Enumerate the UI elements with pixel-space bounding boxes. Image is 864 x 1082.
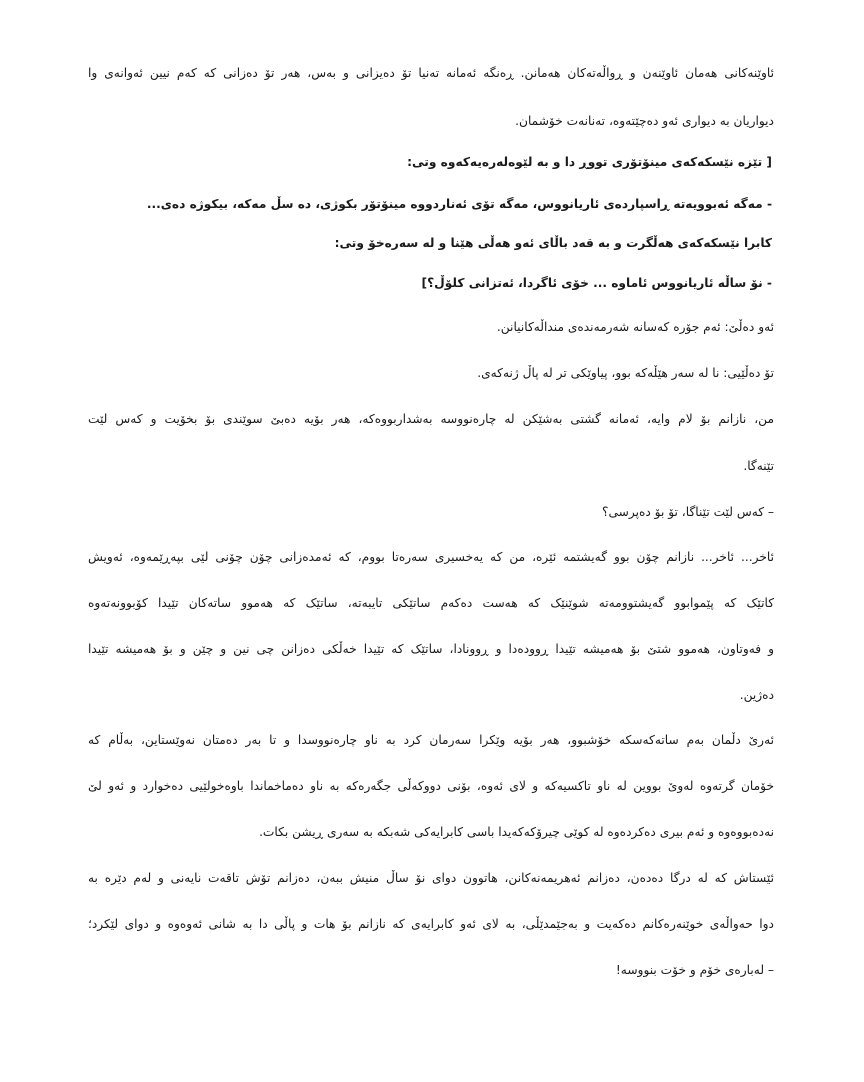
text-line: نەدەبووەوە و ئەم بیری دەکردەوە لە کوێی چیرۆکەکەیدا باسی کابرایەکی شەبکە بە سەری ڕیشن بکات. bbox=[259, 825, 774, 840]
text-line: کاتێک کە پێموابوو گەیشتوومەتە شوێنێک کە هەست دەکەم ساتێکی تایبەتە، ساتێک کە هەموو ساتەکان تێیدا کۆبوونەتەوە bbox=[88, 596, 774, 611]
text-line: تۆ دەڵێیی: نا لە سەر هێڵەکە بوو، پیاوێکی تر لە پاڵ ژنەکەی. bbox=[477, 366, 774, 381]
text-line: دوا حەواڵەی خوێنەرەکانم دەکەیت و بەجێمدێڵی، بە لای ئەو کابرایەی کە نازانم بۆ هات و پاڵی دا بە شانی ئەوەوە و دوای لێکرد؛ bbox=[88, 917, 774, 932]
text-line: [ تێزە نێسکەکەی مینۆتۆری تووڕ دا و بە لێوەلەرەیەکەوە وتی: bbox=[407, 155, 772, 170]
text-line: – کەس لێت تێناگا، تۆ بۆ دەپرسی؟ bbox=[602, 505, 774, 520]
text-line: خۆمان گرتەوە لەوێ بووین لە ناو تاکسیەکە و لای ئەوە، بۆنی دووکەڵی جگەرەکە بە ناو دەماخماندا باوەخولێیی دەخوارد و ئەو لێ bbox=[88, 779, 774, 794]
text-line: ئەرێ دڵمان بەم ساتەکەسکە خۆشبوو، هەر بۆیە وێکرا سەرمان کرد بە ناو چارەنووسدا و تا بەر دەمتان نەوێستاین، بەڵام کە bbox=[88, 733, 774, 748]
text-line: دیواریان بە دیواری ئەو دەچێتەوە، تەنانەت خۆشمان. bbox=[515, 114, 774, 129]
text-line: دەژین. bbox=[739, 688, 774, 703]
text-line: – لەبارەی خۆم و خۆت بنووسە! bbox=[615, 963, 774, 978]
text-line: من، نازانم بۆ لام وایە، ئەمانە گشتی بەشێکن لە چارەنووسە بەشداربووەکە، هەر بۆیە دەبێ سوێندی بۆ بخۆیت و کەس لێت bbox=[88, 412, 774, 427]
text-line: کابرا نێسکەکەی هەڵگرت و بە قەد باڵای ئەو هەڵی هێنا و لە سەرەخۆ وتی: bbox=[334, 236, 772, 251]
text-line: - مەگە ئەبوویەتە ڕاسپاردەی ئاریانووس، مەگە تۆی ئەناردووە مینۆتۆر بکوژی، دە سڵ مەکە، بیکوژە دەی... bbox=[146, 197, 772, 212]
text-line: ئاوێنەکانی هەمان ئاوێنەن و ڕواڵەتەکان هەمانن. ڕەنگە ئەمانە تەنیا تۆ دەیزانی و بەس، هەر تۆ دەزانی کە کەم نیین ئەوانەی وا bbox=[88, 66, 774, 81]
text-line: - نۆ ساڵە ئاریانووس ئاماوە ... خۆی ئاگردا، ئەتزانی کلۆڵ؟] bbox=[421, 276, 772, 291]
text-line: ئێستاش کە لە درگا دەدەن، دەزانم ئەهریمەنەکانن، هاتوون دوای نۆ ساڵ منیش ببەن، دەزانم تۆش تاقەت نایەنی و لەم دێرە بە bbox=[88, 871, 774, 886]
text-line: ئەو دەڵێ: ئەم جۆرە کەسانە شەرمەندەی منداڵەکانیانن. bbox=[496, 320, 774, 335]
text-line: و فەوتاون، هەموو شتێ بۆ هەمیشە تێیدا ڕوودەدا و ڕوونادا، ساتێک کە تێیدا خەڵکی دەزانن چی نین و چێن و بۆ هەمیشە تێیدا bbox=[88, 642, 774, 657]
text-line: تێنەگا. bbox=[743, 459, 774, 474]
text-line: ئاخر... ئاخر... نازانم چۆن بوو گەیشتمە ئێرە، من کە یەخسیری سەرەتا بووم، کە ئەمدەزانی چۆن چۆنی لێی بپەڕێمەوە، ئەویش bbox=[88, 550, 774, 565]
